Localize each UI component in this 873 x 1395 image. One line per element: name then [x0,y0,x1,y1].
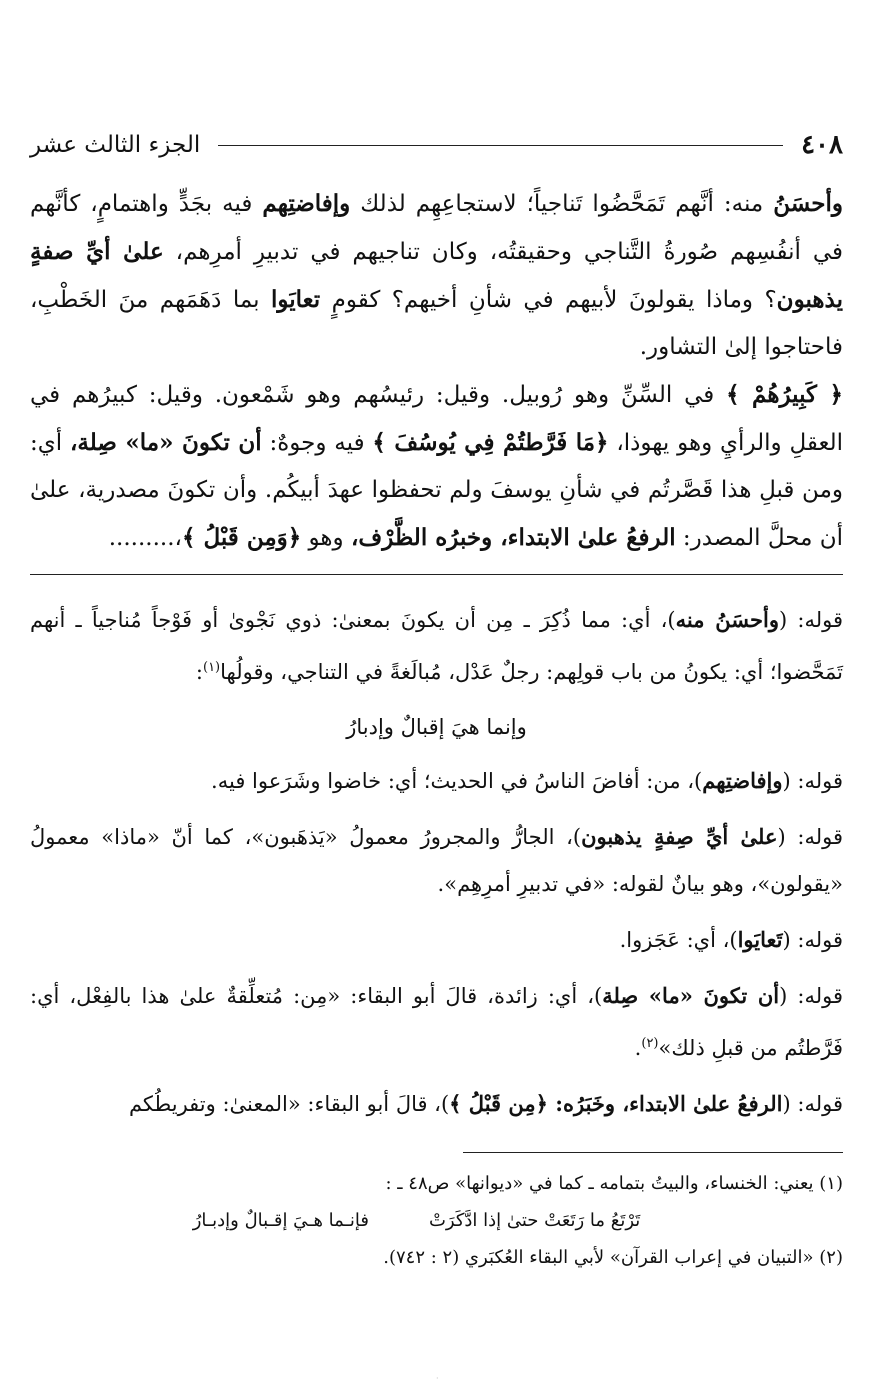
text-run: )، من: أفاضَ الناسُ في الحديث؛ أي: خاضوا وشَرَعوا فيه. [211,769,703,793]
text-run: أي: ومن قبلِ هذا قَصَّرتُم في شأنِ يوسفَ ولم تحفظوا عهدَ أبيكُم. وأن تكونَ مصدرية، علىٰ أن محلَّ المصدر: [30,430,843,551]
bold-term: أن تكونَ «ما» صِلة [602,983,780,1008]
bold-term: الرفعُ علىٰ الابتداء، وخبرُه الظَّرْف، [350,524,676,551]
footnote-1: (١) يعني: الخنساء، والبيتُ بتمامه ـ كما في «ديوانها» ص٤٨ ـ : [385,1173,843,1194]
text-run: بما دَهَمَهم منَ الخَطْبِ، فاحتاجوا إلىٰ التشاور. [30,287,843,360]
text-run: قوله: ( [778,608,843,632]
bold-term: وإفاضتِهم [702,768,783,793]
commentary-paragraph-1 [30,596,843,696]
text-run: )، الجارُّ والمجرورُ معمولُ «يَذهَبون»، كما أنّ «ماذا» معمولُ «يقولون»، وهو بيانٌ لقوله: «في تدبيرِ أمرِهِم». [30,825,843,896]
text-run: : [195,660,203,684]
page-header [30,128,843,162]
text-run: )، قالَ أبو البقاء: «المعنىٰ: وتفريطُكم [128,1092,450,1116]
text-run: فيه بجَدٍّ واهتمامٍ، كأنَّهم في أنفُسِهم صُورةُ التَّناجي وحقيقتُه، وكان تناجيهم في تدبيرِ أمرِهم، [30,191,844,265]
verse-hemistich-first: تَرْتَعُ ما رَتَعَتْ حتىٰ إذا ادَّكَرَتْ [428,1210,641,1231]
footnote-rule [463,1152,843,1153]
commentary-divider [30,574,843,575]
footnote-2: (٢) «التبيان في إعراب القرآن» لأبي البقاء العُكبَري (٢ : ٧٤٢). [383,1247,843,1268]
commentary-paragraph-6 [30,1080,843,1128]
commentary-section [30,596,843,1136]
text-run: منه: أنَّهم تَمَحَّضُوا تَناجياً؛ لاستجاعِهِم لذلك [350,191,774,217]
text-run: قوله: ( [782,928,843,952]
text-run: في السِّنِّ وهو رُوبيل. وقيل: رئيسُهم وهو شَمْعون. وقيل: كبيرُهم في العقلِ والرأيِ وهو يهوذا، [30,382,844,456]
footnote-verse [30,1202,843,1239]
text-run: )، أي: مما ذُكِرَ ـ مِن أن يكونَ بمعنىٰ: ذوي نَجْوىٰ أو فَوْجاً مُناجياً ـ أنهم تَمَحَّضوا؛ أي: يكونُ من باب قولِهم: رجلٌ عَدْل، مُبالَغةً في التناجي، وقولُها [30,608,843,684]
text-run: )، أي: عَجَزوا. [619,928,738,952]
footnote-ref-1: (١) [202,660,221,675]
poetry-verse: وإنما هيَ إقبالٌ وإدبارُ [346,715,527,739]
commentary-paragraph-4 [30,916,843,964]
footnotes [30,1165,843,1276]
header-rule [218,145,783,146]
quran-quote: ﴿مَا فَرَّطتُمْ فِي يُوسُفَ ﴾ [372,429,609,456]
quran-quote: ﴿ كَبِيرُهُمْ ﴾ [726,381,843,408]
commentary-paragraph-3 [30,813,843,908]
bold-term: الرفعُ علىٰ الابتداء، وخَبَرُه: ﴿مِن قَبْلُ ﴾ [449,1091,783,1116]
main-paragraph-1 [30,180,843,371]
text-run: وهو [301,525,351,551]
bold-term: وأحسَنُ منه [675,607,779,632]
text-run: فيه وجوهٌ: [261,430,373,456]
bold-term: علىٰ أيِّ صِفةٍ يذهبون [581,824,778,849]
bold-term: أن تكونَ «ما» صِلة، [69,429,262,456]
text-run: قوله: ( [777,825,843,849]
text-run: ؟ وماذا يقولونَ لأبيهم في شأنِ أخيهم؟ كقومٍ [320,287,777,313]
main-paragraph-2 [30,371,843,562]
verse-hemistich-second: فإنـما هـيَ إقـبالٌ وإدبـارُ [192,1210,369,1231]
text-run: )، أي: زائدة، قالَ أبو البقاء: «مِن: مُتعلِّقةٌ علىٰ هذا بالفِعْل، أي: فَرَّطتُم من قبلِ ذلك» [30,984,843,1060]
footnote-ref-2: (٢) [641,1036,659,1051]
commentary-paragraph-5 [30,972,843,1072]
bold-term: تَعايَوا [737,927,783,952]
text-run: قوله: ( [782,1092,843,1116]
bold-term: وإفاضتِهم [262,190,351,217]
running-title: الجزء الثالث عشر [30,132,201,158]
scan-mark: · [436,1374,439,1383]
text-run: ،......... [108,525,182,551]
text-run: . [634,1036,642,1060]
main-text [30,180,843,562]
quran-quote: ﴿وَمِن قَبْلُ ﴾ [181,524,302,551]
text-run: قوله: ( [779,984,843,1008]
bold-term: تعايَوا [270,286,321,313]
bold-term: علىٰ أيِّ صفةٍ يذهبون [30,238,843,313]
text-run: قوله: ( [782,769,843,793]
commentary-paragraph-2 [30,757,843,805]
bold-term: وأحسَنُ [773,190,843,217]
page-number: ٤٠٨ [801,130,843,160]
